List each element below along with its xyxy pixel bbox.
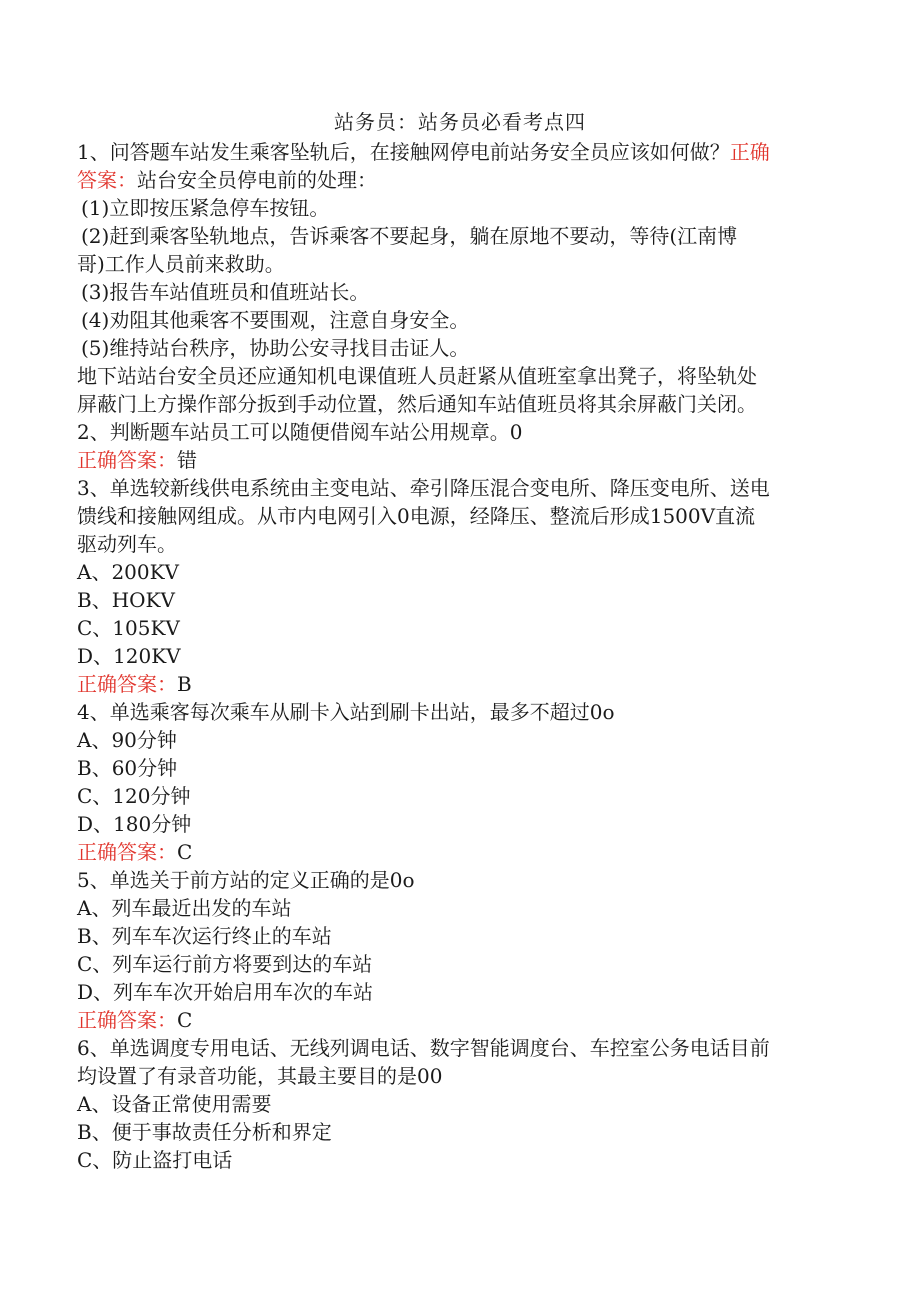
q4-answer-line <box>77 838 837 866</box>
q1-question-line <box>77 138 837 166</box>
q3-option: C、105KV <box>77 616 180 640</box>
q3-answer-line <box>77 670 837 698</box>
q4-option: D、180分钟 <box>77 812 192 836</box>
q4-answer-value: C <box>177 840 193 864</box>
q1-question-text: 1、问答题车站发生乘客坠轨后，在接触网停电前站务安全员应该如何做？ <box>77 140 730 164</box>
q1-step: (1)立即按压紧急停车按钮。 <box>81 196 330 220</box>
q2-answer-line <box>77 446 837 474</box>
q1-note-line: 地下站站台安全员还应通知机电课值班人员赶紧从值班室拿出凳子，将坠轨处 <box>77 364 757 388</box>
q3-answer-value: B <box>177 672 192 696</box>
q1-step: (2)赶到乘客坠轨地点，告诉乘客不要起身，躺在原地不要动，等待(江南博 <box>81 224 738 248</box>
q3-question-line: 3、单选较新线供电系统由主变电站、牵引降压混合变电所、降压变电所、送电 <box>77 476 770 500</box>
q5-option: D、列车车次开始启用车次的车站 <box>77 980 374 1004</box>
q3-answer-label: 正确答案： <box>77 672 177 696</box>
q4-option: B、60分钟 <box>77 756 178 780</box>
q5-answer-value: C <box>177 1008 193 1032</box>
q5-answer-line <box>77 1006 837 1034</box>
q1-step: (4)劝阻其他乘客不要围观，注意自身安全。 <box>81 308 470 332</box>
q2-question: 2、判断题车站员工可以随便借阅车站公用规章。0 <box>77 420 523 444</box>
q4-question: 4、单选乘客每次乘车从刷卡入站到刷卡出站，最多不超过0o <box>77 700 615 724</box>
q1-answer-label-part1: 正确 <box>729 140 770 164</box>
document-title: 站务员：站务员必看考点四 <box>334 110 586 134</box>
q1-answer-label-part2: 答案： <box>77 168 137 192</box>
q3-option: B、HOKV <box>77 588 175 612</box>
q4-option: A、90分钟 <box>77 728 177 752</box>
q1-answer-intro: 站台安全员停电前的处理： <box>137 168 377 192</box>
q4-answer-label: 正确答案： <box>77 840 177 864</box>
q6-question-line: 6、单选调度专用电话、无线列调电话、数字智能调度台、车控室公务电话目前 <box>77 1036 770 1060</box>
q5-answer-label: 正确答案： <box>77 1008 177 1032</box>
document-content <box>77 138 837 1174</box>
q3-question-line: 馈线和接触网组成。从市内电网引入0电源，经降压、整流后形成1500V直流 <box>77 504 756 528</box>
q6-question-line: 均设置了有录音功能，其最主要目的是00 <box>77 1064 443 1088</box>
q5-question: 5、单选关于前方站的定义正确的是0o <box>77 868 415 892</box>
q2-answer-label: 正确答案： <box>77 448 177 472</box>
q5-option: B、列车车次运行终止的车站 <box>77 924 332 948</box>
q2-answer-value: 错 <box>177 448 197 472</box>
q6-option: A、设备正常使用需要 <box>77 1092 272 1116</box>
q4-option: C、120分钟 <box>77 784 191 808</box>
q3-option: A、200KV <box>77 560 180 584</box>
q1-step: (3)报告车站值班员和值班站长。 <box>81 280 370 304</box>
q1-step-continuation: 哥)工作人员前来救助。 <box>77 252 285 276</box>
q1-answer-line <box>77 166 837 194</box>
q3-option: D、120KV <box>77 644 181 668</box>
q5-option: A、列车最近出发的车站 <box>77 896 292 920</box>
q1-step: (5)维持站台秩序，协助公安寻找目击证人。 <box>81 336 470 360</box>
q6-option: B、便于事故责任分析和界定 <box>77 1120 332 1144</box>
q6-option: C、防止盗打电话 <box>77 1148 233 1172</box>
q5-option: C、列车运行前方将要到达的车站 <box>77 952 373 976</box>
q1-note-line: 屏蔽门上方操作部分扳到手动位置，然后通知车站值班员将其余屏蔽门关闭。 <box>77 392 757 416</box>
q3-question-line: 驱动列车。 <box>77 532 177 556</box>
